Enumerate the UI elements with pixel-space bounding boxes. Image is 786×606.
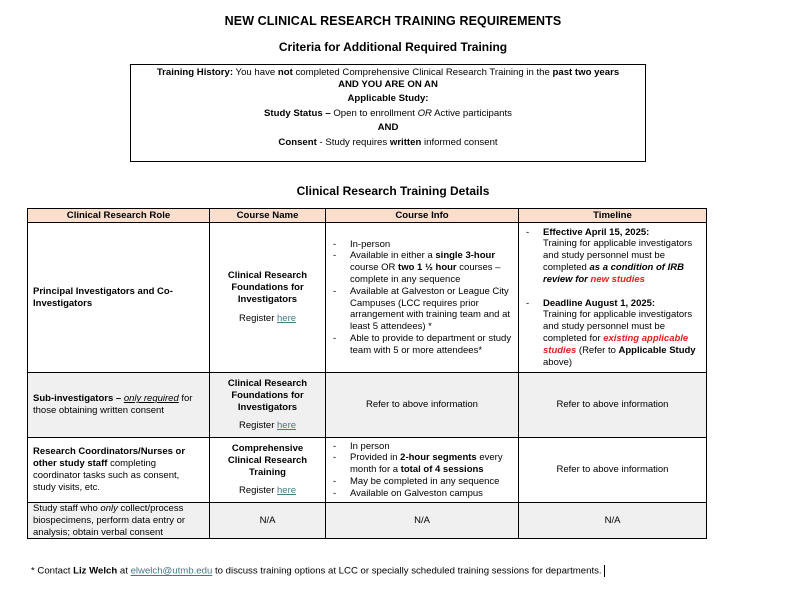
course-info-cell: Refer to above information	[326, 373, 519, 438]
course-cell: N/A	[210, 503, 326, 539]
role-cell: Principal Investigators and Co-Investigators	[28, 223, 210, 373]
study-status: Study Status – Open to enrollment OR Active participants	[264, 107, 512, 119]
training-history: Training History: You have not completed Comprehensive Clinical Research Training in the past two years	[156, 67, 620, 78]
page-title: NEW CLINICAL RESEARCH TRAINING REQUIREMENTS	[224, 14, 562, 28]
text-cursor	[604, 565, 605, 577]
register-text: Register here	[238, 312, 297, 324]
role-cell: Sub-investigators – only required for those obtaining written consent	[28, 373, 210, 438]
list-item: - Able to provide to department or study team with 5 or more attendees*	[331, 333, 513, 357]
table-row	[28, 438, 707, 503]
register-text: Register here	[238, 485, 297, 497]
footnote: * Contact Liz Welch at elwelch@utmb.edu to discuss training options at LCC or specially scheduled training sessions for departments.	[31, 565, 605, 577]
course-name: Comprehensive Clinical Research Training	[227, 442, 308, 478]
training-details-table	[27, 208, 707, 539]
course-cell	[210, 223, 326, 373]
list-item: - Available on Galveston campus	[331, 488, 513, 500]
register-link[interactable]: here	[277, 312, 297, 324]
email-link[interactable]: elwelch@utmb.edu	[130, 565, 213, 577]
register-text: Register here	[238, 420, 297, 432]
table-row	[28, 503, 707, 539]
register-link[interactable]: here	[277, 485, 297, 497]
consent-requirement: Consent - Study requires written informed consent	[278, 136, 498, 148]
timeline-cell: Refer to above information	[519, 373, 707, 438]
timeline-cell: Refer to above information	[519, 438, 707, 503]
course-name: Clinical Research Foundations for Investigators	[227, 377, 308, 413]
criteria-box	[130, 64, 646, 162]
course-cell	[210, 438, 326, 503]
register-link[interactable]: here	[277, 420, 297, 432]
role-cell: Study staff who only collect/process biospecimens, perform data entry or analysis; obtain verbal consent	[28, 503, 210, 539]
header-timeline: Timeline	[519, 209, 707, 223]
course-name: Clinical Research Foundations for Investigators	[227, 270, 308, 305]
list-item: - Provided in 2-hour segments every month for a total of 4 sessions	[331, 452, 513, 476]
table-row	[28, 223, 707, 373]
list-item: - Available in either a single 3-hour course OR two 1 ½ hour courses – complete in any sequence	[331, 250, 513, 285]
role-cell: Research Coordinators/Nurses or other study staff completing coordinator tasks such as consent, study visits, etc.	[28, 438, 210, 503]
timeline-item: - Deadline August 1, 2025: Training for applicable investigators and study personnel must be completed for existing applicable studies (Refer to Applicable Study above)	[524, 298, 701, 369]
and-label: AND	[377, 122, 399, 134]
course-info-cell	[326, 223, 519, 373]
table-row	[28, 373, 707, 438]
header-course-name: Course Name	[210, 209, 326, 223]
timeline-cell: N/A	[519, 503, 707, 539]
timeline-item: - Effective April 15, 2025: Training for applicable investigators and study personnel must be completed as a condition of IRB review for new studies	[524, 227, 701, 286]
page-subtitle: Criteria for Additional Required Training	[278, 40, 508, 54]
header-role: Clinical Research Role	[28, 209, 210, 223]
applicable-study-label: Applicable Study:	[347, 93, 429, 105]
course-info-cell: N/A	[326, 503, 519, 539]
list-item: - Available at Galveston or League City Campuses (LCC requires prior arrangement with training team and at least 5 attendees) *	[331, 286, 513, 333]
header-course-info: Course Info	[326, 209, 519, 223]
table-header-row	[28, 209, 707, 223]
list-item: - May be completed in any sequence	[331, 476, 513, 488]
course-info-cell	[326, 438, 519, 503]
course-cell	[210, 373, 326, 438]
list-item: - In person	[331, 441, 513, 453]
and-on-label: AND YOU ARE ON AN	[338, 78, 438, 90]
timeline-cell	[519, 223, 707, 373]
section-title: Clinical Research Training Details	[296, 184, 490, 198]
list-item: - In-person	[331, 239, 513, 251]
